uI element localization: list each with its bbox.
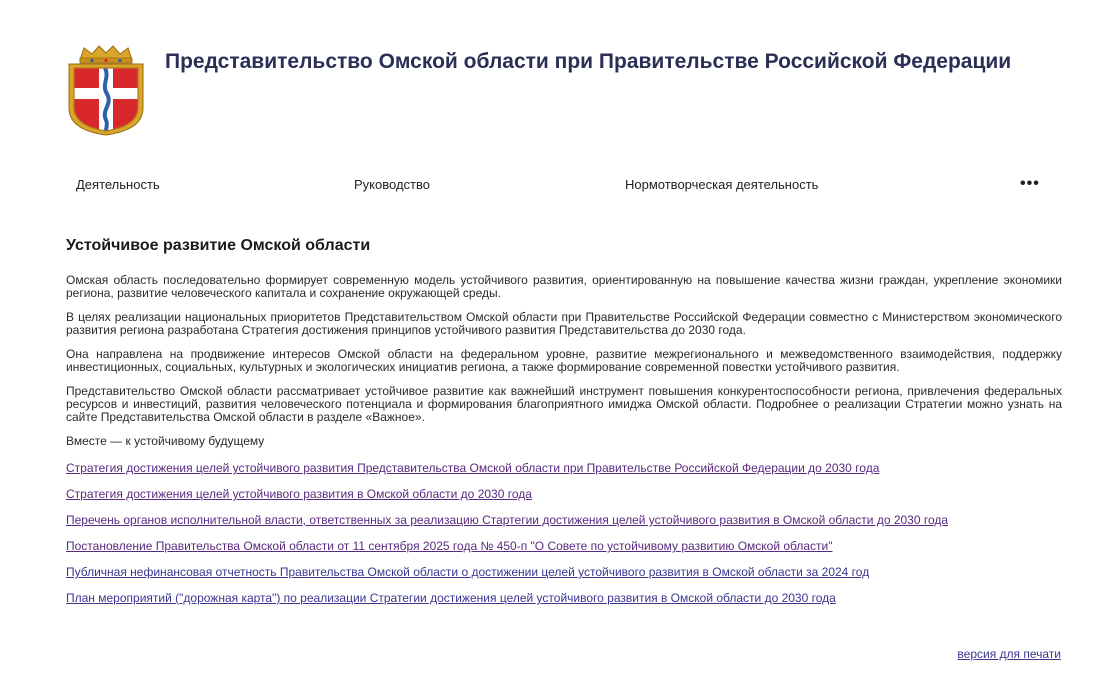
importance-paragraph: Представительство Омской области рассматривает устойчивое развитие как важнейший инструмент повышения конкурентоспособности региона, привлечения федеральных ресурсов и инвестиций, развития человеческого потенциала и формирования благоприятного имиджа Омской области. Подробнее о реализации Стратегии можно узнать на сайте Представительства Омской области в разделе «Важное». — [66, 384, 1062, 424]
main-content — [66, 236, 1062, 617]
direction-paragraph: Она направлена на продвижение интересов Омской области на федеральном уровне, развитие межрегионального и межведомственного взаимодействия, поддержку инвестиционных, социальных, культурных и экологических инициатив региона, а также формирование современной повестки устойчивого развития. — [66, 347, 1062, 374]
intro-paragraph: Омская область последовательно формирует современную модель устойчивого развития, ориентированную на повышение качества жизни граждан, укрепление экономики региона, развитие человеческого капитала и сохранение окружающей среды. — [66, 273, 1062, 300]
document-link[interactable]: Стратегия достижения целей устойчивого развития в Омской области до 2030 года — [66, 487, 532, 501]
more-menu-icon[interactable]: ••• — [1020, 175, 1040, 192]
document-link[interactable]: Постановление Правительства Омской области от 11 сентября 2025 года № 450-п "О Совете по устойчивому развитию Омской области" — [66, 539, 833, 553]
document-link[interactable]: Перечень органов исполнительной власти, ответственных за реализацию Стартегии достижения целей устойчивого развития в Омской области до 2030 года — [66, 513, 949, 527]
strategy-paragraph: В целях реализации национальных приоритетов Представительством Омской области при Правительстве Российской Федерации совместно с Министерством экономического развития региона разработана Стратегия достижения принципов устойчивого развития Представительства до 2030 года. — [66, 310, 1062, 337]
main-nav — [0, 176, 1119, 196]
print-version-link[interactable]: версия для печати — [957, 647, 1061, 661]
site-header — [66, 44, 1066, 140]
tagline: Вместе — к устойчивому будущему — [66, 434, 265, 448]
document-link[interactable]: План мероприятий ("дорожная карта") по реализации Стратегии достижения целей устойчивого развития в Омской области до 2030 года — [66, 591, 836, 605]
site-title[interactable]: Представительство Омской области при Правительстве Российской Федерации — [165, 50, 1012, 73]
nav-item-activity[interactable]: Деятельность — [76, 177, 160, 192]
nav-item-rulemaking[interactable]: Нормотворческая деятельность — [625, 177, 819, 192]
page-heading: Устойчивое развитие Омской области — [66, 237, 371, 254]
document-link[interactable]: Стратегия достижения целей устойчивого развития Представительства Омской области при Правительстве Российской Федерации до 2030 года — [66, 461, 880, 475]
omsk-region-coat-of-arms-icon[interactable] — [66, 44, 146, 136]
document-link[interactable]: Публичная нефинансовая отчетность Правительства Омской области о достижении целей устойчивого развития в Омской области за 2024 год — [66, 565, 870, 579]
nav-item-leadership[interactable]: Руководство — [354, 177, 430, 192]
